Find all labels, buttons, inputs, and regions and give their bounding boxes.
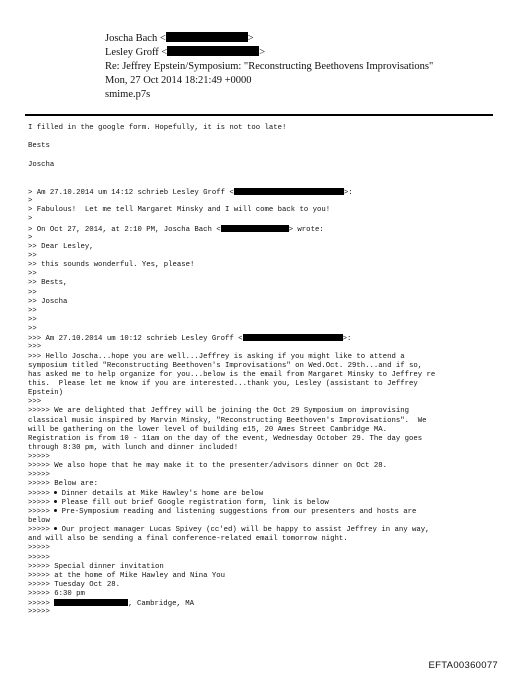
document-id: EFTA00360077 — [428, 660, 498, 671]
body-line: >>>>> Dinner details at Mike Hawley's home are below — [28, 489, 264, 498]
redaction-box — [243, 334, 343, 341]
body-line: >>>>> — [28, 608, 50, 617]
body-line: >>> — [28, 343, 42, 352]
body-line: >>>>> at the home of Mike Hawley and Nina You — [28, 571, 226, 580]
subject-value: Re: Jeffrey Epstein/Symposium: "Reconstructing Beethovens Improvisations" — [105, 61, 434, 72]
body-line: > — [28, 197, 33, 206]
body-line: classical music inspired by Marvin Minsky, "Reconstructing Beethoven's Improvisations". We — [28, 416, 427, 425]
redaction-box — [167, 46, 259, 56]
body-line: through 8:30 pm, with lunch and dinner included! — [28, 443, 239, 452]
body-line: >>>>> Pre-Symposium reading and listening suggestions from our presenters and hosts are — [28, 507, 417, 516]
body-line: and will also be sending a final conference-related email tomorrow night. — [28, 535, 348, 544]
redaction-box — [234, 188, 344, 195]
body-line: Joscha — [28, 160, 55, 169]
body-line: >> — [28, 315, 37, 324]
body-line: >> Joscha — [28, 297, 68, 306]
body-line: >>>>> 6:30 pm — [28, 590, 85, 599]
body-line: >>>>> We are delighted that Jeffrey will be joining the Oct 29 Symposium on improvising — [28, 407, 409, 416]
body-line: >>>>> Special dinner invitation — [28, 562, 164, 571]
body-line: > On Oct 27, 2014, at 2:10 PM, Joscha Bach < > wrote: — [28, 225, 324, 234]
body-line: >>>>> , Cambridge, MA — [28, 600, 194, 609]
header-divider — [25, 114, 493, 116]
body-line: Registration is from 10 - 11am on the day of the event, Wednesday October 29. The day goes — [28, 434, 423, 443]
body-line: >> this sounds wonderful. Yes, please! — [28, 261, 195, 270]
body-line: >>>>> Our project manager Lucas Spivey (cc'ed) will be happy to assist Jeffrey in any way, — [28, 526, 430, 535]
body-line: >>>>> Below are: — [28, 480, 99, 489]
body-line: > — [28, 233, 33, 242]
body-line: >> Bests, — [28, 279, 68, 288]
body-line: Bests — [28, 142, 50, 151]
body-line: > — [28, 215, 33, 224]
body-line: has asked me to help organize for you...below is the email from Margaret Minsky to Jeffrey re — [28, 370, 436, 379]
body-line: >>>>> — [28, 553, 50, 562]
redaction-box — [166, 32, 248, 42]
body-line: I filled in the google form. Hopefully, it is not too late! — [28, 124, 287, 132]
body-line: >>> Am 27.10.2014 um 10:12 schrieb Lesley Groff < >: — [28, 335, 352, 344]
body-line — [28, 170, 498, 179]
body-line: >>> Hello Joscha...hope you are well...Jeffrey is asking if you might like to attend a — [28, 352, 405, 361]
to-value: Lesley Groff < > — [105, 47, 266, 58]
redaction-box — [221, 225, 289, 232]
body-line: >>> — [28, 398, 42, 407]
body-line: >>>>> Tuesday Oct 28. — [28, 581, 120, 590]
body-line: symposium titled "Reconstructing Beethoven's Improvisations" on Wed.Oct. 29th...and if so, — [28, 361, 423, 370]
body-line: >> Dear Lesley, — [28, 242, 94, 251]
date-value: Mon, 27 Oct 2014 18:21:49 +0000 — [105, 75, 252, 86]
body-line: >> — [28, 306, 37, 315]
body-line: >> — [28, 251, 37, 260]
body-line: this. Please let me know if you are interested...thank you, Lesley (assistant to Jeffrey — [28, 379, 418, 388]
email-body — [28, 124, 498, 618]
body-line: >>>>> Please fill out brief Google registration form, link is below — [28, 498, 329, 507]
body-line — [28, 179, 498, 188]
body-line — [28, 133, 498, 142]
body-line: >>>>> — [28, 544, 50, 553]
body-line: > Am 27.10.2014 um 14:12 schrieb Lesley Groff < >: — [28, 188, 353, 197]
redaction-box — [54, 599, 128, 606]
body-line: >> — [28, 288, 37, 297]
body-line: >>>>> We also hope that he may make it to the presenter/advisors dinner on Oct 28. — [28, 462, 388, 471]
body-line: Epstein) — [28, 389, 64, 398]
from-value: Joscha Bach < > — [105, 33, 254, 44]
body-line: >>>>> — [28, 453, 50, 462]
body-line: >>>>> — [28, 471, 50, 480]
body-line — [28, 151, 498, 160]
attachments-value: smime.p7s — [105, 89, 151, 100]
body-line: will be gathering on the lower level of building e15, 20 Ames Street Cambridge MA. — [28, 425, 388, 434]
body-line: >> — [28, 325, 37, 334]
body-line: > Fabulous! Let me tell Margaret Minsky and I will come back to you! — [28, 206, 331, 215]
body-line: >> — [28, 270, 37, 279]
body-line: below — [28, 517, 50, 526]
